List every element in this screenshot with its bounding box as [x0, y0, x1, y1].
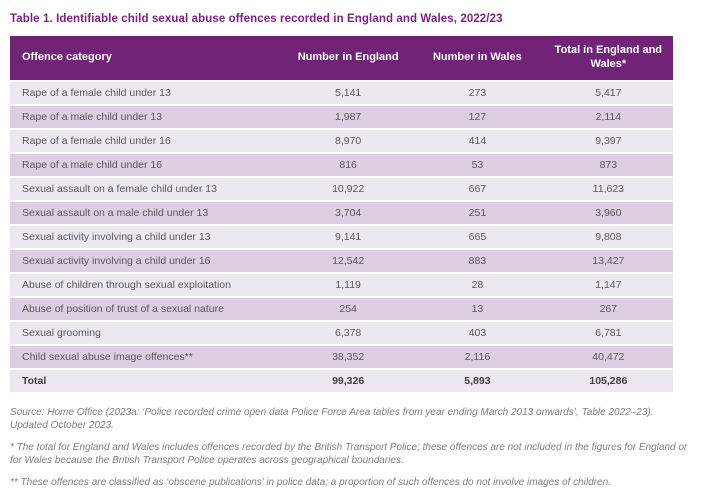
england-cell: 3,704	[285, 201, 411, 225]
total-total-cell: 105,286	[544, 369, 673, 392]
wales-cell: 403	[411, 321, 544, 345]
england-cell: 9,141	[285, 225, 411, 249]
table-row	[10, 177, 673, 201]
offence-cell: Abuse of children through sexual exploitation	[10, 273, 285, 297]
column-header-offence-category: Offence category	[10, 36, 285, 81]
total-cell: 3,960	[544, 201, 673, 225]
column-header-number-wales: Number in Wales	[411, 36, 544, 81]
total-cell: 5,417	[544, 81, 673, 105]
offence-cell: Rape of a male child under 13	[10, 105, 285, 129]
table-row	[10, 225, 673, 249]
offence-cell: Sexual grooming	[10, 321, 285, 345]
wales-cell: 127	[411, 105, 544, 129]
total-cell: 873	[544, 153, 673, 177]
wales-cell: 273	[411, 81, 544, 105]
total-england-cell: 99,326	[285, 369, 411, 392]
offence-cell: Rape of a male child under 16	[10, 153, 285, 177]
offences-table	[10, 36, 673, 392]
england-cell: 10,922	[285, 177, 411, 201]
table-row	[10, 273, 673, 297]
total-cell: 1,147	[544, 273, 673, 297]
england-cell: 1,987	[285, 105, 411, 129]
column-header-total-england-wales: Total in England and Wales*	[544, 36, 673, 81]
table-row	[10, 201, 673, 225]
england-cell: 5,141	[285, 81, 411, 105]
table-title: Table 1. Identifiable child sexual abuse offences recorded in England and Wales, 2022/23	[10, 13, 503, 25]
offence-cell: Abuse of position of trust of a sexual nature	[10, 297, 285, 321]
england-cell: 12,542	[285, 249, 411, 273]
total-cell: 9,397	[544, 129, 673, 153]
wales-cell: 665	[411, 225, 544, 249]
total-row	[10, 369, 673, 392]
wales-cell: 251	[411, 201, 544, 225]
source-note: Source: Home Office (2023a: ‘Police recorded crime open data Police Force Area tables from year ending March 2013 onwards’, Table 2022–23). Updated October 2023.	[10, 407, 654, 431]
offence-cell: Child sexual abuse image offences**	[10, 345, 285, 369]
offence-cell: Rape of a female child under 13	[10, 81, 285, 105]
wales-cell: 28	[411, 273, 544, 297]
table-row	[10, 297, 673, 321]
total-cell: 13,427	[544, 249, 673, 273]
footnote-total-asterisk: * The total for England and Wales includes offences recorded by the British Transport Police; these offences are not included in the figures for England or for Wales because the British Transport Police operates across geographical boundaries.	[10, 442, 688, 466]
england-cell: 6,378	[285, 321, 411, 345]
footnotes	[10, 406, 692, 489]
offence-cell: Rape of a female child under 16	[10, 129, 285, 153]
table-row	[10, 345, 673, 369]
table-row	[10, 105, 673, 129]
table-body	[10, 81, 673, 392]
wales-cell: 667	[411, 177, 544, 201]
total-cell: 2,114	[544, 105, 673, 129]
wales-cell: 2,116	[411, 345, 544, 369]
total-cell: 11,623	[544, 177, 673, 201]
england-cell: 254	[285, 297, 411, 321]
offence-cell: Sexual assault on a male child under 13	[10, 201, 285, 225]
table-row	[10, 249, 673, 273]
table-row	[10, 321, 673, 345]
offence-cell: Sexual activity involving a child under 13	[10, 225, 285, 249]
england-cell: 38,352	[285, 345, 411, 369]
footnote-image-offences: ** These offences are classified as ‘obscene publications’ in police data; a proportion of such offences do not involve images of children.	[10, 477, 611, 488]
offence-cell: Sexual assault on a female child under 13	[10, 177, 285, 201]
england-cell: 1,119	[285, 273, 411, 297]
column-header-number-england: Number in England	[285, 36, 411, 81]
table-row	[10, 81, 673, 105]
total-cell: 40,472	[544, 345, 673, 369]
total-cell: 267	[544, 297, 673, 321]
table-row	[10, 153, 673, 177]
total-label-cell: Total	[10, 369, 285, 392]
wales-cell: 13	[411, 297, 544, 321]
wales-cell: 414	[411, 129, 544, 153]
wales-cell: 883	[411, 249, 544, 273]
header-row	[10, 36, 673, 81]
table-row	[10, 129, 673, 153]
total-wales-cell: 5,893	[411, 369, 544, 392]
england-cell: 8,970	[285, 129, 411, 153]
total-cell: 6,781	[544, 321, 673, 345]
wales-cell: 53	[411, 153, 544, 177]
offence-cell: Sexual activity involving a child under 16	[10, 249, 285, 273]
england-cell: 816	[285, 153, 411, 177]
total-cell: 9,808	[544, 225, 673, 249]
